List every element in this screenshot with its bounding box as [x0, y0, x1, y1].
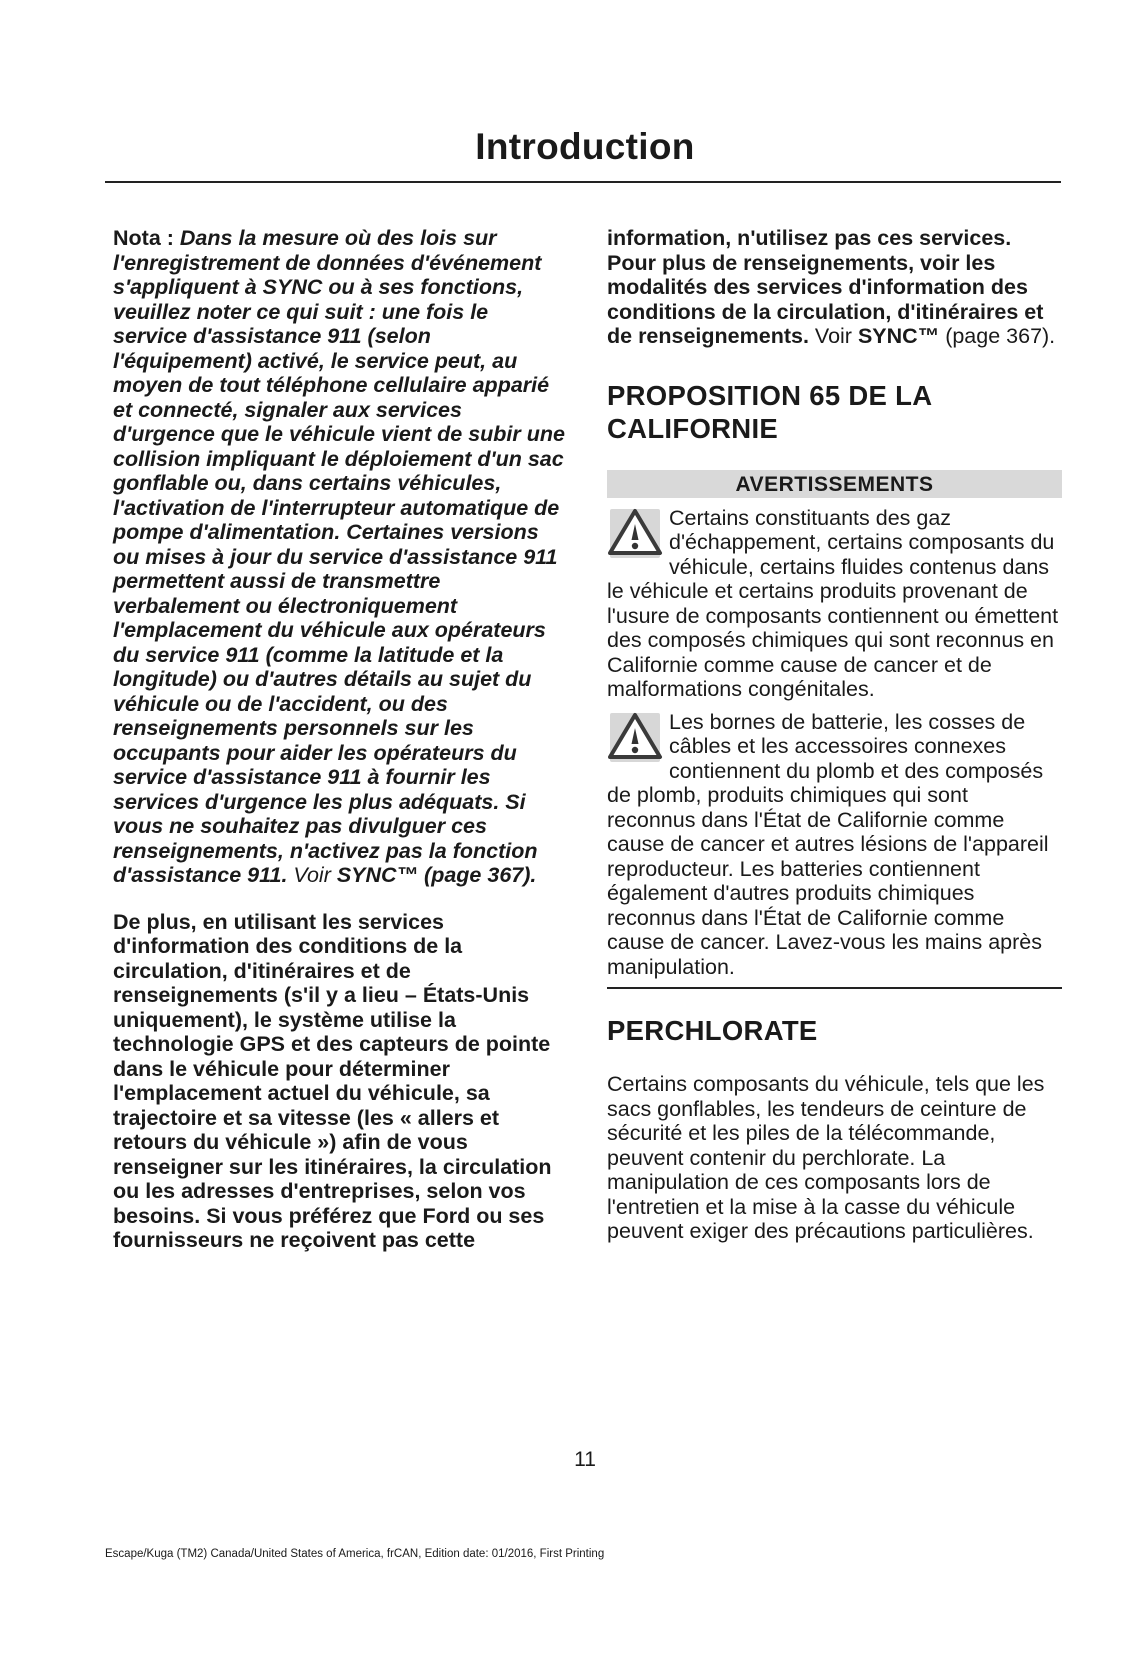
- footer-edition-info: Escape/Kuga (TM2) Canada/United States of America, frCAN, Edition date: 01/2016, First Printing: [105, 1548, 605, 1560]
- xref-voir: Voir: [814, 324, 852, 348]
- warning-1-text: Certains constituants des gaz d'échappement, certains composants du véhicule, certains fluides contenus dans le véhicule et certains produits provenant de l'usure de composants contiennent ou émettent des composés chimiques qui sont reconnus en Californie comme cause de cancer et de malformations congénitales.: [607, 505, 1059, 701]
- note-sync-link[interactable]: SYNC™ (page 367).: [336, 863, 537, 887]
- perchlorate-heading: PERCHLORATE: [607, 1015, 818, 1046]
- note-text: Dans la mesure où des lois sur l'enregistrement de données d'événement s'appliquent à SYNC ou à ses fonctions, veuillez noter ce qui suit : une fois le service d'assistance 911 (selon l'équipement) activé, le service peut, au moyen de tout téléphone cellulaire apparié et connecté, signaler aux services d'urgence que le véhicule vient de subir une collision impliquant le déploiement d'un sac gonflable ou, dans certains véhicules, l'activation de l'interrupteur automatique de pompe d'alimentation. Certaines versions ou mises à jour du service d'assistance 911 permettent aussi de transmettre verbalement ou électroniquement l'emplacement du véhicule aux opérateurs du service 911 (comme la latitude et la longitude) ou d'autres détails au sujet du véhicule ou de l'accident, ou des renseignements personnels sur les occupants pour aider les opérateurs du service d'assistance 911 à fournir les services d'urgence les plus adéquats. Si vous ne souhaitez pas divulguer ces renseignements, n'activez pas la fonction d'assistance 911.: [113, 226, 565, 887]
- right-column: [607, 226, 1062, 1244]
- xref-sync-link[interactable]: SYNC™: [857, 324, 940, 348]
- page-title: Introduction: [475, 126, 695, 167]
- traffic-services-paragraph: De plus, en utilisant les services d'information des conditions de la circulation, d'itinéraires et de renseignements (s'il y a lieu – États-Unis uniquement), le système utilise la technologie GPS et des capteurs de pointe dans le véhicule pour déterminer l'emplacement actuel du véhicule, sa trajectoire et sa vitesse (les « allers et retours du véhicule ») afin de vous renseigner sur les itinéraires, la circulation ou les adresses d'entreprises, selon vos besoins. Si vous préférez que Ford ou ses fournisseurs ne reçoivent pas cette: [113, 909, 552, 1252]
- note-lead: Nota :: [113, 226, 174, 250]
- perchlorate-paragraph: Certains composants du véhicule, tels que les sacs gonflables, les tendeurs de ceinture de sécurité et les piles de la télécommande, peuvent contenir du perchlorate. La manipulation de ces composants lors de l'entretien et la mise à la casse du véhicule peuvent exiger des précautions particulières.: [607, 1072, 1045, 1243]
- traffic-continuation: [607, 226, 1062, 349]
- warning-2: [607, 710, 1062, 980]
- warning-2-text: Les bornes de batterie, les cosses de câbles et les accessoires connexes contiennent du plomb et des composés de plomb, produits chimiques qui sont reconnus dans l'État de Californie comme cause de cancer et autres lésions de l'appareil reproducteur. Les batteries contiennent également d'autres produits chimiques reconnus dans l'État de Californie comme cause de cancer. Lavez-vous les mains après manipulation.: [607, 709, 1049, 979]
- prop65-heading: PROPOSITION 65 DE LA CALIFORNIE: [607, 379, 932, 444]
- warnings-label: AVERTISSEMENTS: [607, 470, 1062, 498]
- traffic-continuation-text: information, n'utilisez pas ces services. Pour plus de renseignements, voir les modalités des services d'information des conditions de la circulation, d'itinéraires et de renseignements.: [607, 226, 1044, 348]
- warning-triangle-icon: [607, 710, 665, 764]
- xref-page: (page 367).: [945, 324, 1056, 348]
- warning-triangle-icon: [607, 506, 665, 560]
- warning-1: [607, 506, 1062, 702]
- note-paragraph: [113, 226, 568, 888]
- warnings-divider: [607, 987, 1062, 989]
- left-column: [113, 226, 568, 1253]
- header-divider: [105, 181, 1061, 183]
- page-number: 11: [574, 1448, 596, 1471]
- note-voir: Voir: [293, 863, 331, 887]
